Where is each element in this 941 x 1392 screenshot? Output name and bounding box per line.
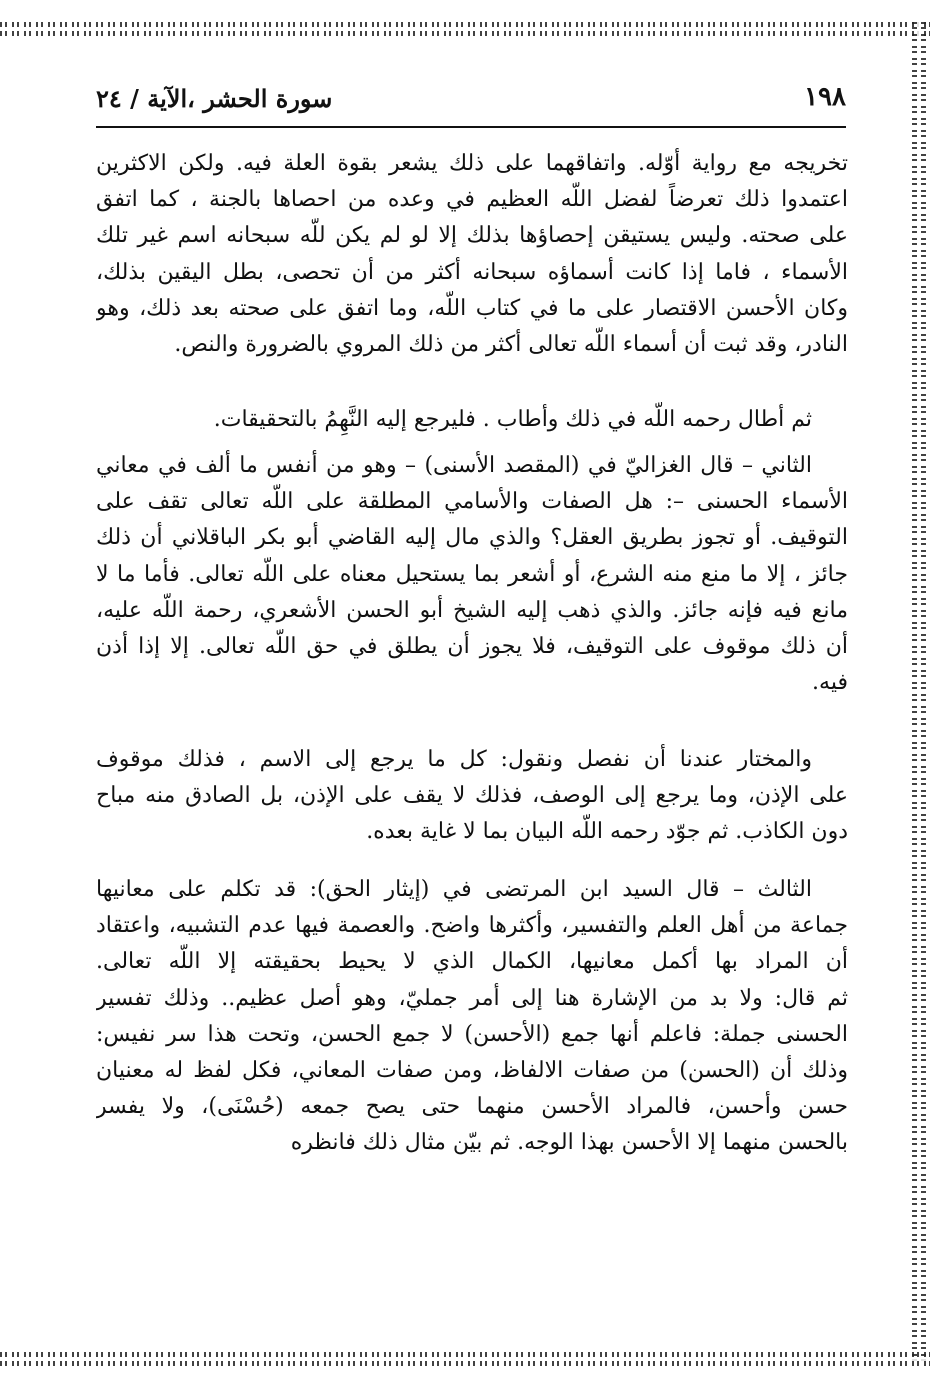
page-header	[96, 82, 846, 122]
text-line: على صحته. وليس يستيقن إحصاؤها بذلك إلا لو لم يكن للّه سبحانه اسم غير تلك	[96, 223, 848, 249]
text-line: فيه.	[812, 670, 848, 696]
running-title: سورة الحشر ،الآية / ٢٤	[96, 84, 333, 113]
text-line: الثالث – قال السيد ابن المرتضى في (إيثار الحق): قد تكلم على معانيها	[96, 877, 812, 902]
right-ornamental-border	[912, 22, 926, 1366]
text-line: الأسماء ، فاما إذا كانت أسماؤه سبحانه أكثر من أن تحصى، بطل اليقين بذلك،	[96, 259, 848, 285]
text-line: على الإذن، وما يرجع إلى الوصف، فذلك لا يقف على الإذن، بل الصادق منه مباح	[96, 783, 848, 809]
text-line: الأسماء الحسنى –: هل الصفات والأسامي المطلقة على اللّه تعالى تقف على	[96, 489, 848, 515]
paragraph-2	[96, 402, 848, 438]
page-number: ١٩٨	[804, 82, 846, 112]
text-line: والمختار عندنا أن نفصل ونقول: كل ما يرجع إلى الاسم ، فذلك موقوف	[96, 747, 812, 772]
text-line: أن المراد بها أكمل معانيها، الكمال الذي لا يحيط بحقيقته إلا اللّه تعالى.	[96, 949, 848, 975]
text-line: دون الكاذب. ثم جوّد رحمه اللّه البيان بما لا غاية بعده.	[366, 819, 848, 845]
top-ornamental-border	[0, 22, 930, 36]
header-rule	[96, 126, 846, 128]
text-line: جائز ، إلا ما منع منه الشرع، أو أشعر بما يستحيل معناه على اللّه تعالى. فأما ما لا	[96, 561, 848, 587]
text-line: حسن وأحسن، فالمراد الأحسن منهما حتى يصح جمعه (حُسْنَى)، ولا يفسر	[96, 1094, 848, 1120]
paragraph-4	[96, 742, 848, 851]
text-line: ثم أطال رحمه اللّه في ذلك وأطاب . فليرجع إليه النَّهِمُ بالتحقيقات.	[213, 407, 812, 432]
paragraph-3	[96, 448, 848, 701]
text-line: النادر، وقد ثبت أن أسماء اللّه تعالى أكثر من ذلك المروي بالضرورة والنص.	[174, 332, 848, 358]
text-line: ثم قال: ولا بد من الإشارة هنا إلى أمر جمليّ، وهو أصل عظيم.. وذلك تفسير	[96, 985, 848, 1011]
text-line: جماعة من أهل العلم والتفسير، وأكثرها واضح. والعصمة فيها عدم التشبيه، واعتقاد	[96, 913, 848, 939]
paragraph-1	[96, 146, 848, 363]
text-line: مانع فيه فإنه جائز. والذي ذهب إليه الشيخ أبو الحسن الأشعري، رحمة اللّه عليه،	[96, 597, 848, 623]
text-line: اعتمدوا ذلك تعرضاً لفضل اللّه العظيم في وعده من احصاها بالجنة ، كما اتفق	[96, 187, 848, 213]
paragraph-5	[96, 872, 848, 1162]
text-line: الحسنى جملة: فاعلم أنها جمع (الأحسن) لا جمع الحسن، وتحت هذا سر نفيس:	[96, 1021, 848, 1047]
bottom-ornamental-border	[0, 1352, 930, 1366]
text-line: بالحسن منهما إلا الأحسن بهذا الوجه. ثم بيّن مثال ذلك فانظره	[290, 1130, 848, 1156]
text-line: أن ذلك موقوف على التوقيف، فلا يجوز أن يطلق في حق اللّه تعالى. إلا إذا أذن	[96, 634, 848, 660]
text-line: تخريجه مع رواية أوّله. واتفاقهما على ذلك يشعر بقوة العلة فيه. ولكن الاكثرين	[96, 151, 848, 176]
text-line: وذلك أن (الحسن) من صفات الالفاظ، ومن صفات المعاني، فكل لفظ له معنيان	[96, 1058, 848, 1084]
text-line: الثاني – قال الغزاليّ في (المقصد الأسنى) – وهو من أنفس ما ألف في معاني	[96, 453, 812, 478]
text-line: التوقيف. أو تجوز بطريق العقل؟ والذي مال إليه القاضي أبو بكر الباقلاني أن ذلك	[96, 525, 848, 551]
text-line: وكان الأحسن الاقتصار على ما في كتاب اللّه، وما اتفق على صحته بعد ذلك، وهو	[96, 295, 848, 321]
